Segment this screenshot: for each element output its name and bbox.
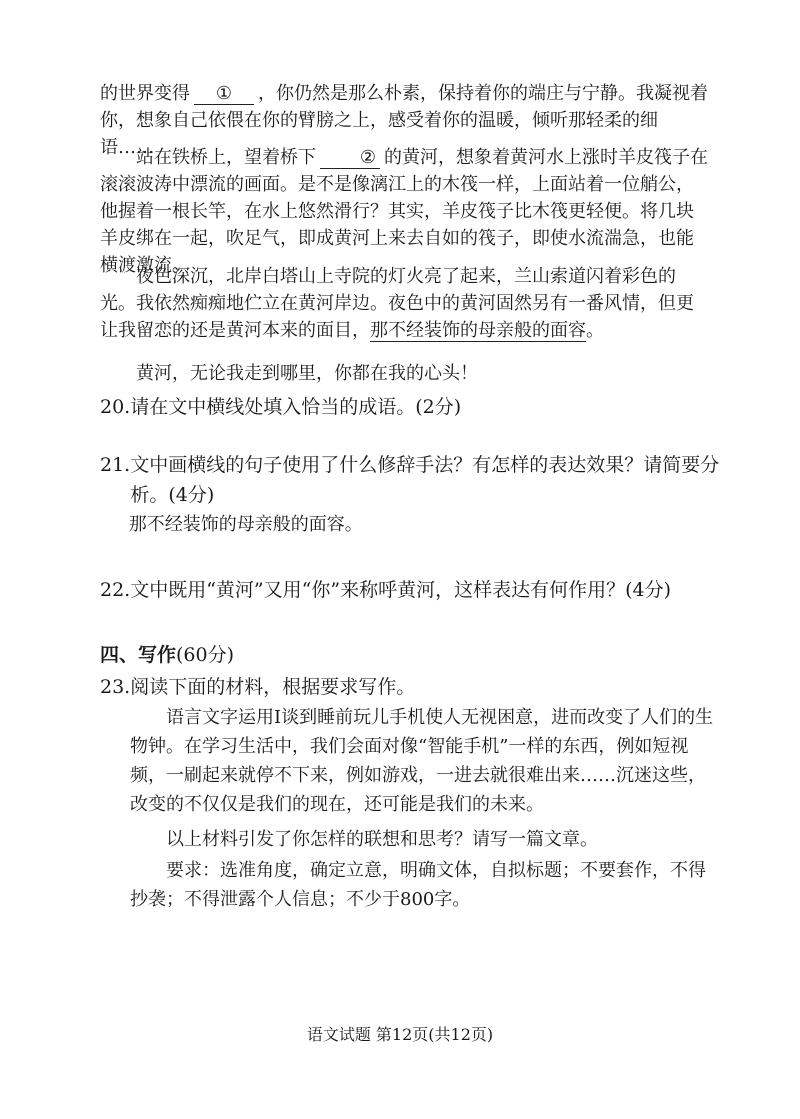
passage-p2-start: 站在铁桥上，望着桥下: [136, 147, 316, 168]
question-20: 20.请在文中横线处填入恰当的成语。(2分): [100, 396, 462, 418]
passage-p3-text: 夜色深沉，北岸白塔山上寺院的灯火亮了起来，兰山索道闪着彩色的光。我依然痴痴地伫立在黄河岸边。夜色中的黄河固然另有一番风情，但更让我留恋的还是黄河本来的面目，: [100, 266, 694, 341]
section-title: 四、写作: [100, 644, 177, 666]
passage-p1-rest: ，你仍然是那么朴素，保持着你的端庄与宁静。我凝视着你，想象自己依偎在你的臂膀之上，感受着你的温暖，倾听那轻柔的细语……: [100, 83, 708, 158]
passage-paragraph-4: 黄河，无论我走到哪里，你都在我的心头！: [136, 363, 478, 384]
section-writing-title: [100, 640, 234, 667]
section-score: (60分): [176, 644, 235, 666]
passage-paragraph-2: [100, 144, 710, 279]
writing-prompt: 以上材料引发了你怎样的联想和思考？请写一篇文章。: [166, 829, 598, 850]
passage-p3-end: 。: [586, 320, 604, 341]
question-21-quote: 那不经装饰的母亲般的面容。: [128, 514, 363, 535]
passage-paragraph-3: [100, 263, 710, 344]
passage-p2-rest: 的黄河，想象着黄河水上涨时羊皮筏子在滚滚波涛中漂流的画面。是不是像漓江上的木筏一样，上面站着一位艄公，他握着一根长竿，在水上悠然滑行？其实，羊皮筏子比木筏更轻便。将几块羊皮绑在一起，吹足气，即成黄河上来去自如的筏子，即使水流湍急，也能横渡激流。: [100, 147, 708, 276]
question-21: [100, 450, 720, 540]
writing-requirements: 要求：选准角度，确定立意，明确文体，自拟标题；不要套作，不得抄袭；不得泄露个人信息；不少于800字。: [130, 860, 706, 910]
blank-2: ②: [320, 148, 380, 169]
question-22: 22.文中既用“黄河”又用“你”来称呼黄河，这样表达有何作用？(4分): [100, 579, 671, 601]
question-23: 23.阅读下面的材料，根据要求写作。: [100, 676, 416, 698]
question-21-text: 21.文中画横线的句子使用了什么修辞手法？有怎样的表达效果？请简要分析。(4分): [100, 454, 720, 506]
passage-p1-start: 的世界变得: [100, 83, 190, 104]
writing-material: 语言文字运用Ⅰ谈到睡前玩儿手机使人无视困意，进而改变了人们的生物钟。在学习生活中，我们会面对像“智能手机”一样的东西，例如短视频，一刷起来就停不下来，例如游戏，一进去就很难出来……沉迷这些，改变的不仅仅是我们的现在，还可能是我们的未来。: [130, 707, 714, 815]
page-footer: 语文试题 第12页(共12页): [306, 1025, 494, 1044]
underlined-sentence: 那不经装饰的母亲般的面容: [370, 320, 586, 341]
blank-1: ①: [194, 84, 254, 105]
